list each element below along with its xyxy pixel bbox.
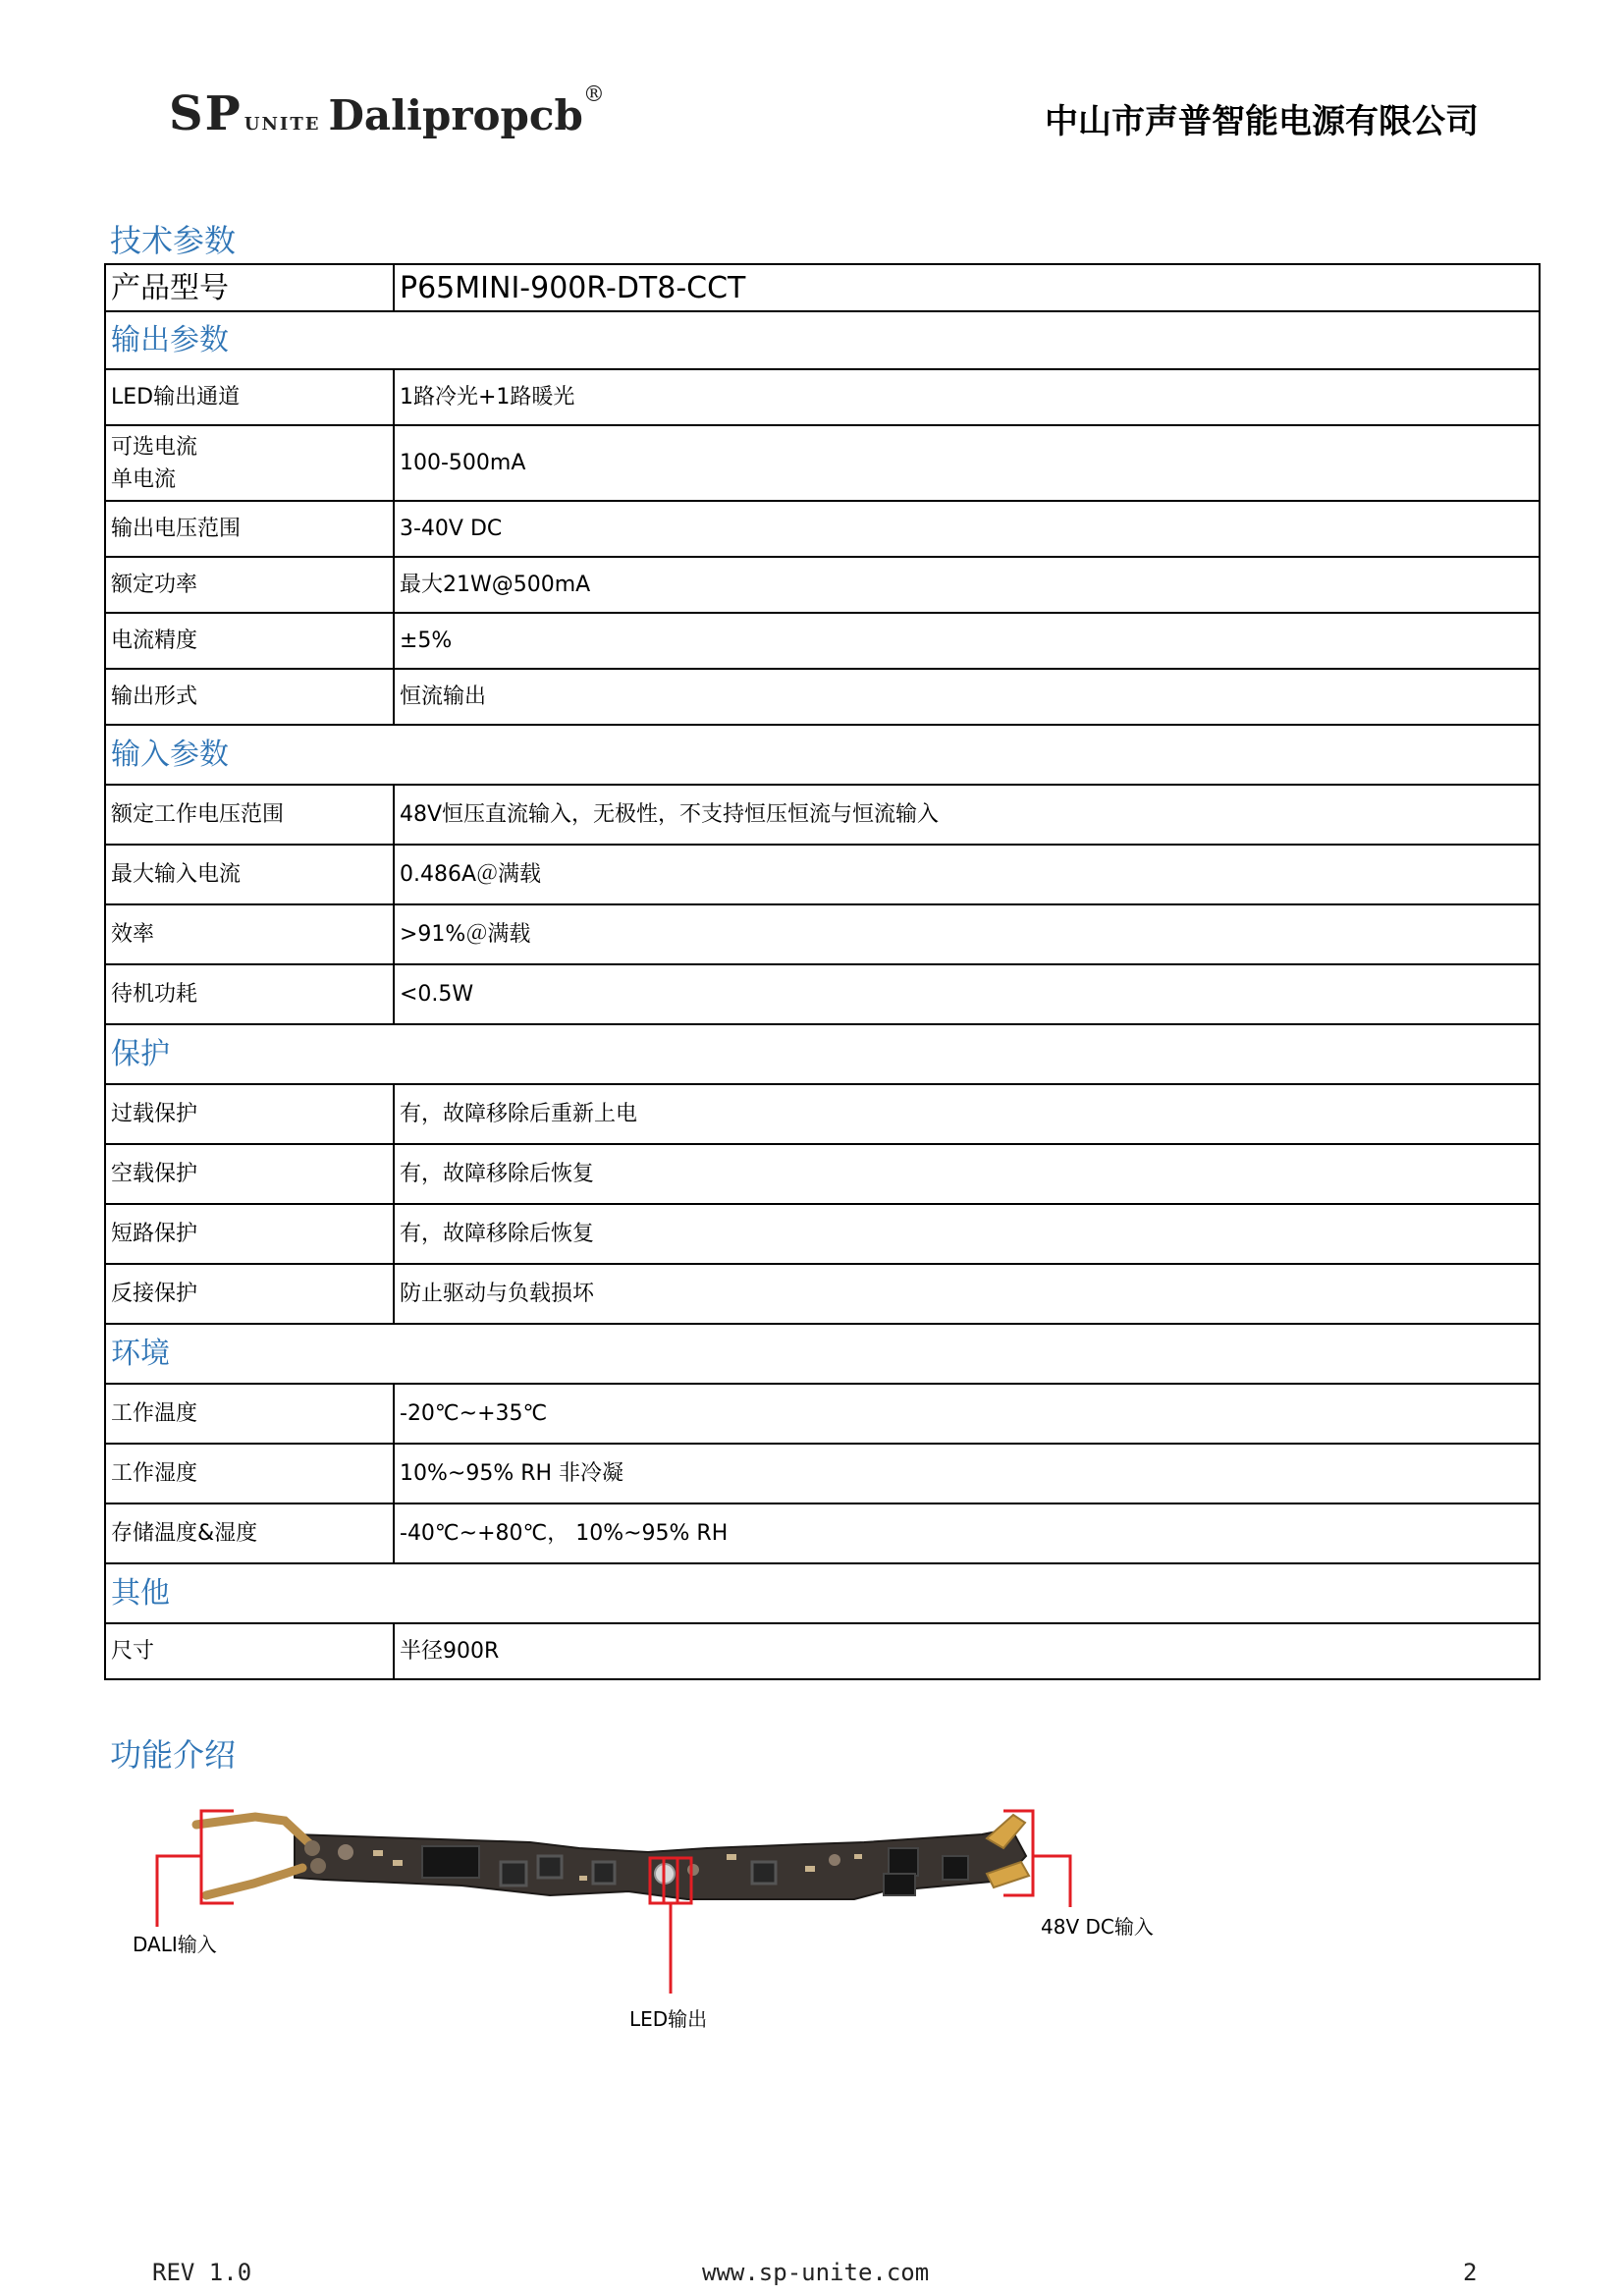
table-row <box>105 964 1540 1024</box>
table-row <box>105 425 1540 501</box>
param-value: >91%＠满载 <box>394 904 1540 964</box>
param-value: 有，故障移除后重新上电 <box>394 1084 1540 1144</box>
footer-page-number: 2 <box>1463 2259 1478 2286</box>
model-label: 产品型号 <box>105 264 394 311</box>
param-value: 有，故障移除后恢复 <box>394 1204 1540 1264</box>
param-value: -20℃~+35℃ <box>394 1384 1540 1444</box>
footer-url: www.sp-unite.com <box>702 2259 930 2286</box>
param-label: 电流精度 <box>105 613 394 669</box>
param-label: 效率 <box>105 904 394 964</box>
model-value: P65MINI-900R-DT8-CCT <box>394 264 1540 311</box>
table-row <box>105 845 1540 904</box>
logo-unite: UNITE <box>244 114 321 135</box>
param-label: 过载保护 <box>105 1084 394 1144</box>
table-row <box>105 1204 1540 1264</box>
param-label: 可选电流 单电流 <box>105 425 394 501</box>
param-label: 额定功率 <box>105 557 394 613</box>
pcb-board-image <box>0 1797 1624 2092</box>
param-value: 半径900R <box>394 1623 1540 1679</box>
footer-rev: REV 1.0 <box>152 2259 252 2286</box>
led-output-label: LED输出 <box>629 2007 708 2031</box>
param-value: 48V恒压直流输入，无极性，不支持恒压恒流与恒流输入 <box>394 785 1540 845</box>
param-label: 工作湿度 <box>105 1444 394 1503</box>
param-label: 存储温度&湿度 <box>105 1503 394 1563</box>
section-title-tech-params: 技术参数 <box>110 222 237 259</box>
category-row-other <box>105 1563 1540 1623</box>
param-label: 输出形式 <box>105 669 394 725</box>
table-row <box>105 613 1540 669</box>
param-label: 空载保护 <box>105 1144 394 1204</box>
param-label: 工作温度 <box>105 1384 394 1444</box>
category-title-protection: 保护 <box>105 1024 1540 1084</box>
pcb-figure <box>0 1797 1624 2092</box>
param-value: 有，故障移除后恢复 <box>394 1144 1540 1204</box>
param-label: 额定工作电压范围 <box>105 785 394 845</box>
table-row <box>105 1503 1540 1563</box>
table-row <box>105 1384 1540 1444</box>
category-title-other: 其他 <box>105 1563 1540 1623</box>
table-row <box>105 1144 1540 1204</box>
category-title-output: 输出参数 <box>105 311 1540 369</box>
category-row-environment <box>105 1324 1540 1384</box>
param-label: LED输出通道 <box>105 369 394 425</box>
param-label: 输出电压范围 <box>105 501 394 557</box>
table-row <box>105 1084 1540 1144</box>
table-row <box>105 1623 1540 1679</box>
table-row <box>105 785 1540 845</box>
param-value: 100-500mA <box>394 425 1540 501</box>
param-value: 1路冷光+1路暖光 <box>394 369 1540 425</box>
param-value: ±5% <box>394 613 1540 669</box>
table-row <box>105 501 1540 557</box>
category-row-input <box>105 725 1540 785</box>
category-title-input: 输入参数 <box>105 725 1540 785</box>
param-value: 3-40V DC <box>394 501 1540 557</box>
param-label: 待机功耗 <box>105 964 394 1024</box>
table-row <box>105 1264 1540 1324</box>
category-title-environment: 环境 <box>105 1324 1540 1384</box>
param-value: 10%~95% RH 非冷凝 <box>394 1444 1540 1503</box>
logo-sp: SP <box>169 86 243 141</box>
param-label: 最大输入电流 <box>105 845 394 904</box>
table-row <box>105 369 1540 425</box>
logo-registered-mark: ® <box>582 82 605 107</box>
dc-input-label: 48V DC输入 <box>1041 1915 1154 1939</box>
param-value: 恒流输出 <box>394 669 1540 725</box>
category-row-protection <box>105 1024 1540 1084</box>
param-value: 0.486A＠满载 <box>394 845 1540 904</box>
param-value: 最大21W@500mA <box>394 557 1540 613</box>
table-row <box>105 669 1540 725</box>
brand-logo <box>169 82 605 141</box>
param-value: -40℃~+80℃， 10%~95% RH <box>394 1503 1540 1563</box>
param-label: 短路保护 <box>105 1204 394 1264</box>
param-value: 防止驱动与负载损坏 <box>394 1264 1540 1324</box>
table-row <box>105 557 1540 613</box>
logo-brand: Dalipropcb <box>328 91 583 139</box>
table-row <box>105 1444 1540 1503</box>
company-name: 中山市声普智能电源有限公司 <box>1045 102 1479 141</box>
param-label: 反接保护 <box>105 1264 394 1324</box>
category-row-output <box>105 311 1540 369</box>
table-row-model <box>105 264 1540 311</box>
table-row <box>105 904 1540 964</box>
param-label: 尺寸 <box>105 1623 394 1679</box>
dali-input-label: DALI输入 <box>133 1933 217 1956</box>
param-value: <0.5W <box>394 964 1540 1024</box>
spec-table <box>104 263 1541 1680</box>
section-title-function: 功能介绍 <box>110 1736 237 1774</box>
